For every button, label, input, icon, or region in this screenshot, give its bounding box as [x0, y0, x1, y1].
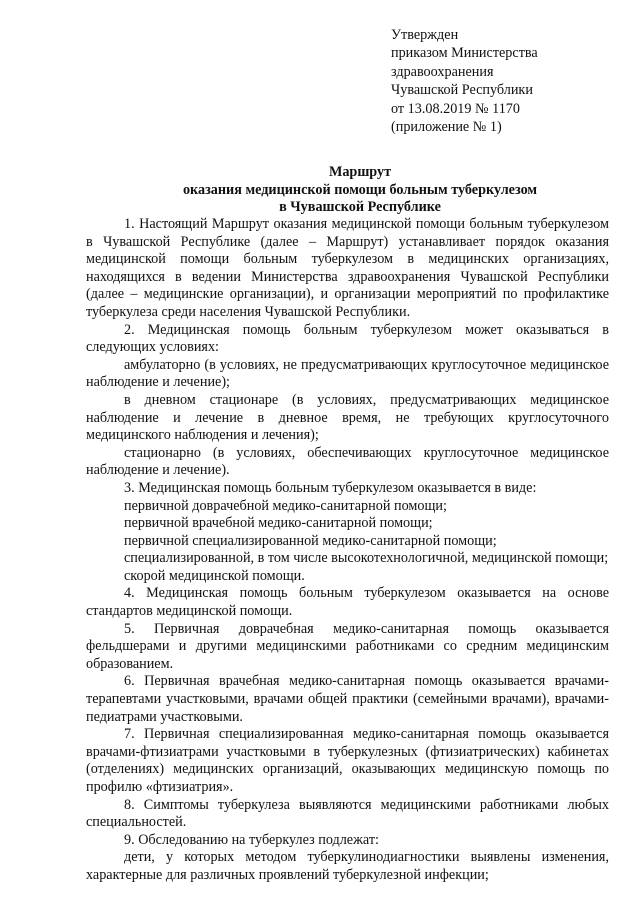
list-item: специализированной, в том числе высокотехнологичной, медицинской помощи;: [124, 550, 609, 567]
list-item: стационарно (в условиях, обеспечивающих круглосуточное медицинское наблюдение и лечение).: [86, 444, 609, 479]
paragraph-5: 5. Первичная доврачебная медико-санитарная помощь оказывается фельдшерами и другими медицинскими работниками со средним медицинским образованием.: [86, 620, 609, 672]
paragraph-1: 1. Настоящий Маршрут оказания медицинской помощи больным туберкулезом в Чувашской Республике (далее – Маршрут) устанавливает порядок оказания медицинской помощи больным туберкулезом в медицинских организациях, находящихся в ведении Министерства здравоохранения Чувашской Республики (далее – медицинские организации), и организации мероприятий по профилактике туберкулеза среди населения Чувашской Республики.: [86, 216, 609, 320]
paragraph-4: 4. Медицинская помощь больным туберкулезом оказывается на основе стандартов медицинской помощи.: [86, 585, 609, 620]
approval-line: Утвержден: [391, 27, 459, 43]
list-item: в дневном стационаре (в условиях, предусматривающих медицинское наблюдение и лечение в дневное время, не требующих круглосуточного медицинского наблюдения и лечения);: [86, 391, 609, 444]
paragraph-8: 8. Симптомы туберкулеза выявляются медицинскими работниками любых специальностей.: [86, 796, 609, 831]
list-item: первичной врачебной медико-санитарной помощи;: [124, 515, 433, 532]
list-item: первичной доврачебной медико-санитарной помощи;: [124, 497, 447, 514]
title-line: в Чувашской Республике: [279, 199, 441, 215]
document-body: [86, 216, 609, 885]
title-line: оказания медицинской помощи больным туберкулезом: [182, 181, 538, 198]
list-item: амбулаторно (в условиях, не предусматривающих круглосуточное медицинское наблюдение и лечение);: [86, 356, 609, 391]
approval-line: от 13.08.2019 № 1170: [391, 100, 520, 117]
list-item: скорой медицинской помощи.: [124, 567, 305, 584]
approval-line: Чувашской Республики: [391, 82, 533, 99]
paragraph-7: 7. Первичная специализированная медико-санитарная помощь оказывается врачами-фтизиатрами участковыми в туберкулезных (фтизиатрических) кабинетах (отделениях) медицинских организаций, оказывающих медицинскую помощь по профилю «фтизиатрия».: [86, 726, 609, 795]
approval-line: (приложение № 1): [391, 119, 502, 136]
paragraph-6: 6. Первичная врачебная медико-санитарная помощь оказывается врачами-терапевтами участковыми, врачами общей практики (семейными врачами), врачами-педиатрами участковыми.: [86, 673, 609, 725]
paragraph-3: 3. Медицинская помощь больным туберкулезом оказывается в виде:: [124, 479, 537, 496]
list-item: дети, у которых методом туберкулинодиагностики выявлены изменения, характерные для различных проявлений туберкулезной инфекции;: [86, 849, 609, 883]
paragraph-9: 9. Обследованию на туберкулез подлежат:: [124, 831, 379, 848]
approval-stamp: [391, 26, 621, 136]
list-item: первичной специализированной медико-санитарной помощи;: [124, 532, 497, 549]
paragraph-2: 2. Медицинская помощь больным туберкулезом может оказываться в следующих условиях:: [86, 321, 609, 356]
title-line: Маршрут: [328, 164, 392, 180]
document-title: [80, 164, 639, 217]
approval-line: приказом Министерства: [391, 45, 538, 62]
approval-line: здравоохранения: [391, 63, 494, 80]
